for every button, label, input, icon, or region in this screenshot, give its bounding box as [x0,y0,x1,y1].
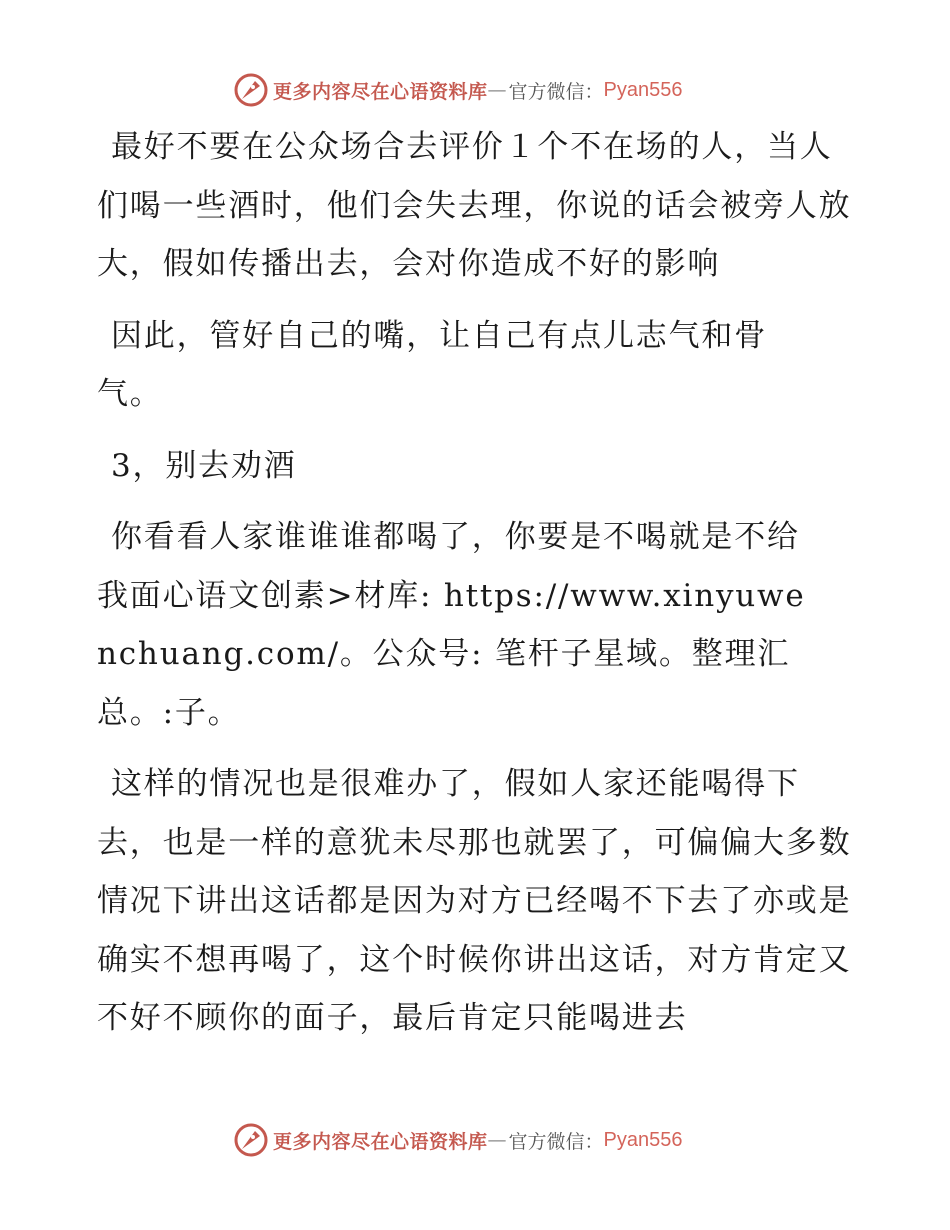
header-watermark [233,70,683,110]
header-separator: — [487,79,507,101]
pen-nib-logo-icon [233,1122,269,1158]
header-wechat-label: 官方微信： [508,80,604,103]
paragraph-4: 这样的情况也是很难办了，假如人家还能喝得下去，也是一样的意犹未尽那也就罢了，可偏偏大多数情况下讲出这话都是因为对方已经喝不下去了亦或是确实不想再喝了，这个时候你讲出这话，对方肯定又不好不顾你的面子，最后肯定只能喝进去 [97,766,852,1036]
section-heading: 3，别去劝酒 [111,447,297,484]
footer-separator: — [487,1129,507,1151]
pen-nib-logo-icon [233,72,269,108]
paragraph-3: 你看看人家谁谁谁都喝了，你要是不喝就是不给我面心语文创素>材库: https://www.xinyuwenchuang.com/。公众号: 笔杆子星域。整理汇总。:子。 [97,519,806,731]
header-slogan: 更多内容尽在心语资料库 [273,80,488,103]
header-wechat-id: Pyan556 [603,78,683,101]
footer-wechat-id: Pyan556 [603,1128,683,1151]
footer-watermark [233,1120,683,1160]
paragraph-2: 因此，管好自己的嘴，让自己有点儿志气和骨气。 [97,317,767,412]
footer-slogan: 更多内容尽在心语资料库 [273,1130,488,1153]
paragraph-1: 最好不要在公众场合去评价１个不在场的人，当人们喝一些酒时，他们会失去理，你说的话会被旁人放大，假如传播出去，会对你造成不好的影响 [97,129,852,282]
document-body [97,118,857,1061]
footer-wechat-label: 官方微信： [508,1130,604,1153]
